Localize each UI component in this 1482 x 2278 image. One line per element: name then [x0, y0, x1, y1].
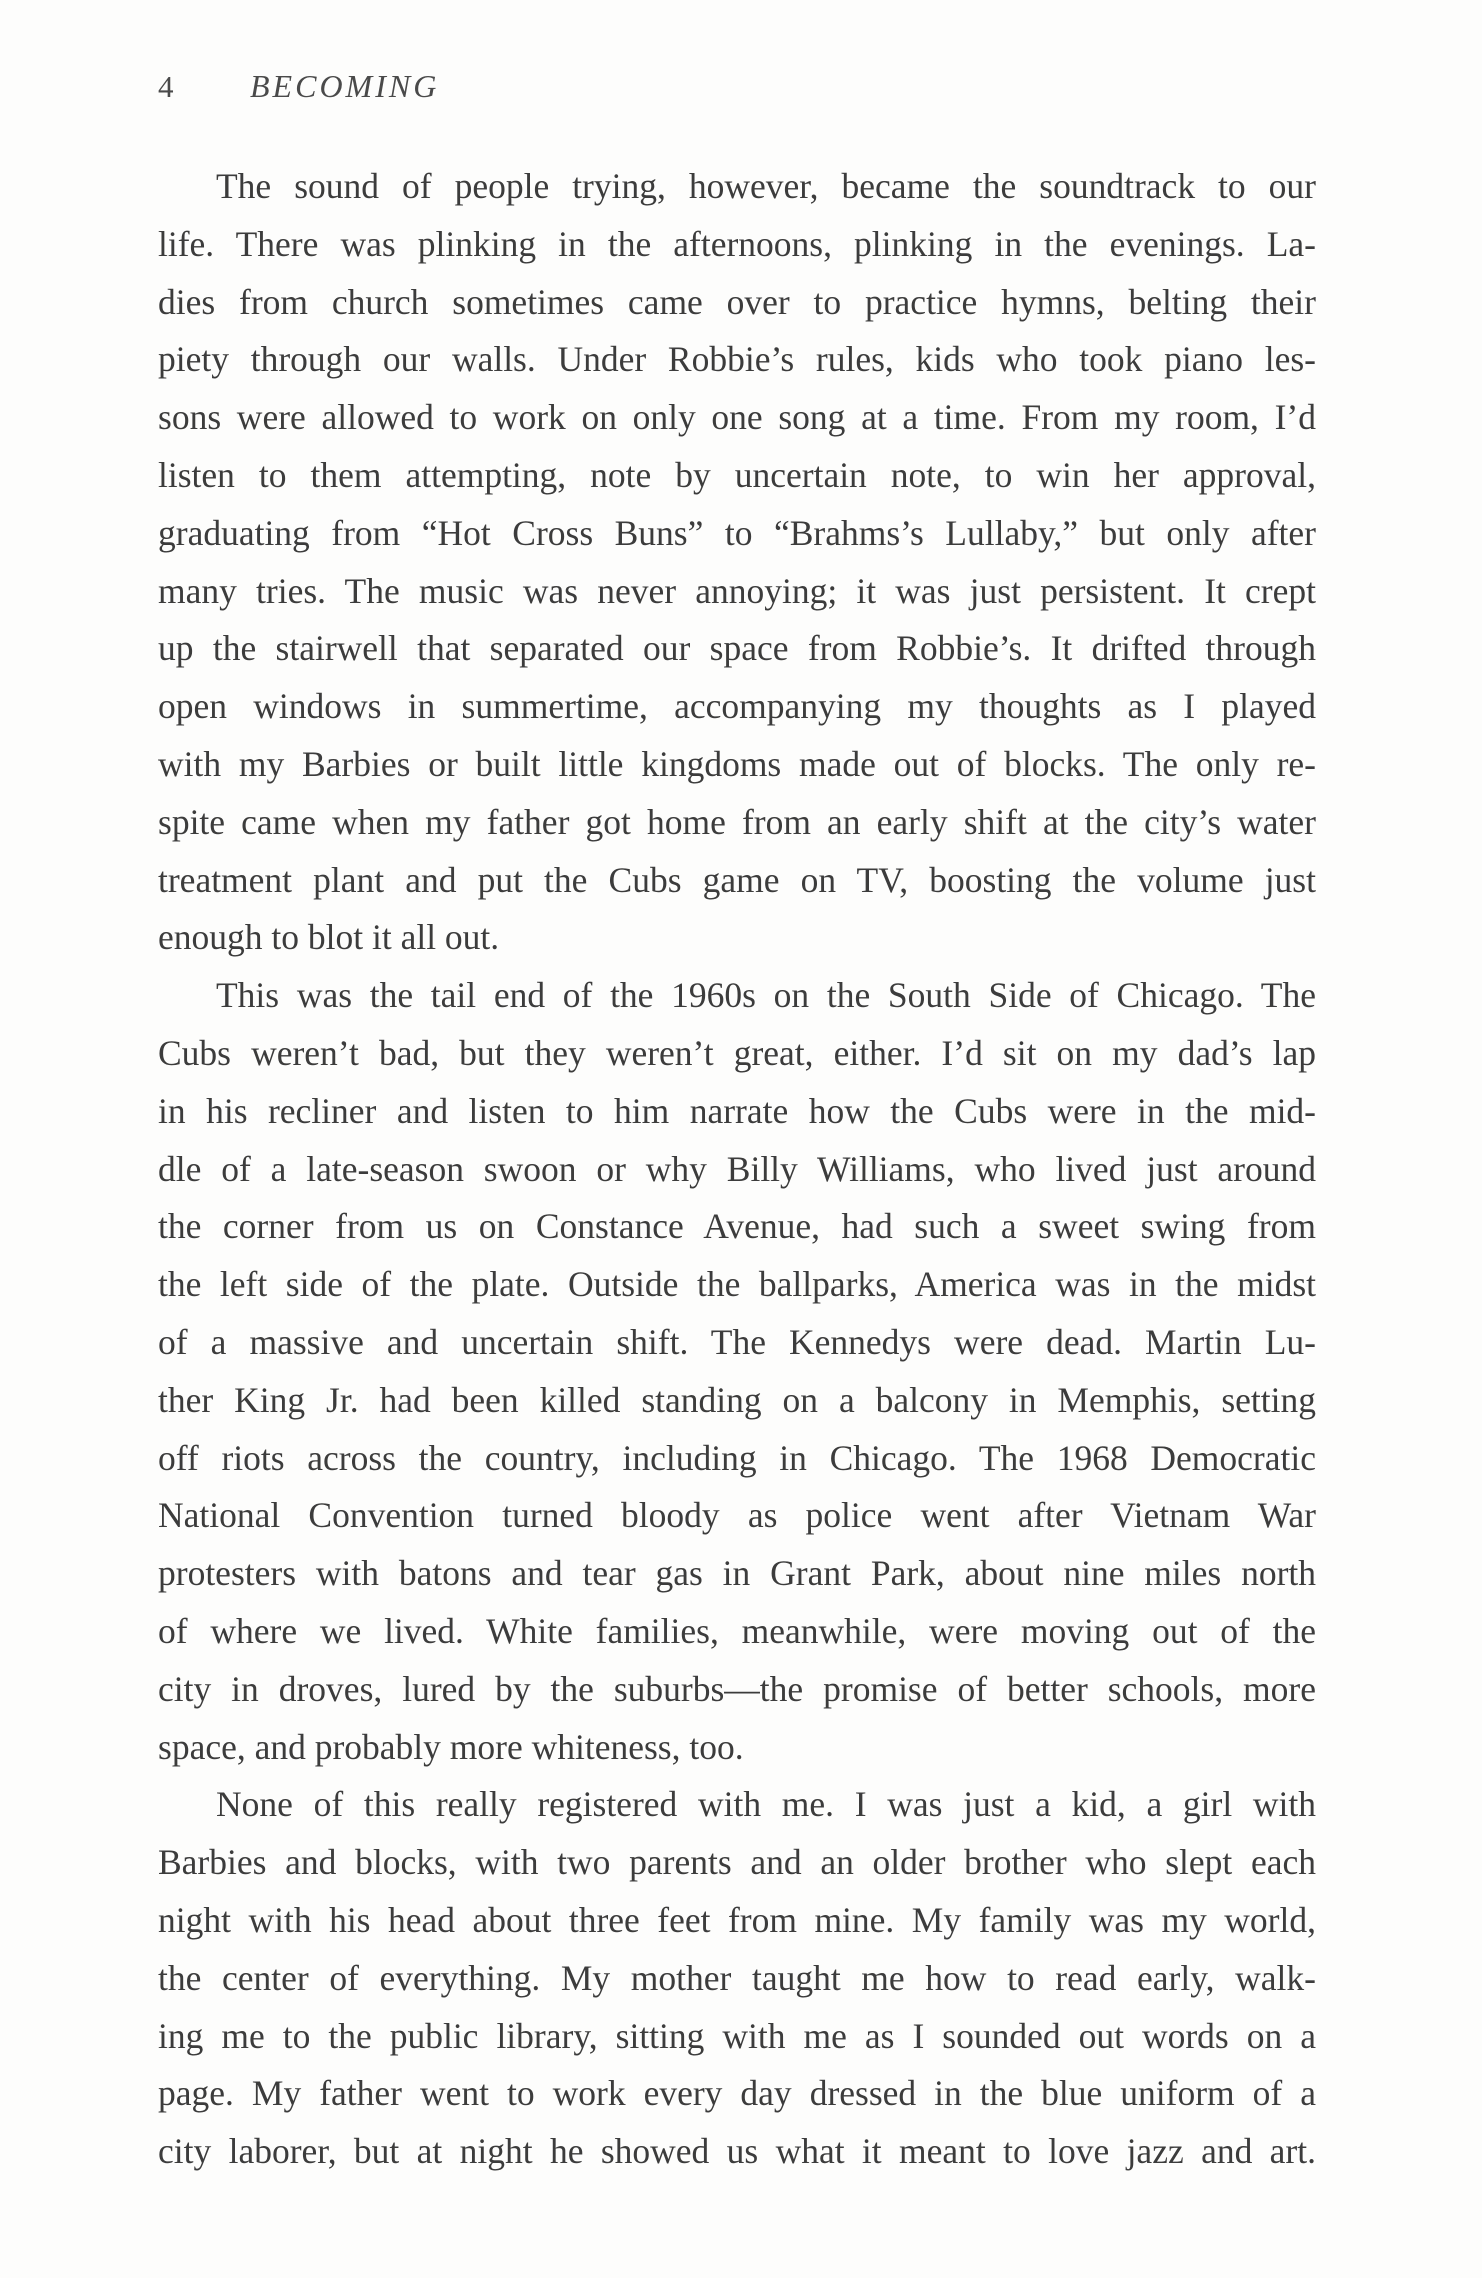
text-line: spite came when my father got home from an early shift at the city’s water	[158, 801, 1316, 842]
text-line: sons were allowed to work on only one song at a time. From my room, I’d	[158, 397, 1316, 438]
text-line: city laborer, but at night he showed us what it meant to love jazz and art.	[158, 2131, 1316, 2172]
text-line: many tries. The music was never annoying; it was just persistent. It crept	[158, 570, 1316, 611]
text-line: page. My father went to work every day dressed in the blue uniform of a	[158, 2073, 1316, 2114]
text-line: piety through our walls. Under Robbie’s rules, kids who took piano les-	[158, 339, 1316, 380]
text-line: life. There was plinking in the afternoons, plinking in the evenings. La-	[158, 223, 1316, 264]
text-line: dies from church sometimes came over to practice hymns, belting their	[158, 281, 1316, 322]
text-line: city in droves, lured by the suburbs—the promise of better schools, more	[158, 1668, 1316, 1709]
book-title: BECOMING	[250, 68, 440, 104]
text-line: of where we lived. White families, meanwhile, were moving out of the	[158, 1610, 1316, 1651]
text-line: None of this really registered with me. I was just a kid, a girl with	[216, 1784, 1316, 1825]
text-line: the left side of the plate. Outside the ballparks, America was in the midst	[158, 1264, 1316, 1305]
text-line: off riots across the country, including in Chicago. The 1968 Democratic	[158, 1437, 1316, 1478]
text-line: open windows in summertime, accompanying my thoughts as I played	[158, 686, 1316, 727]
paragraph-2	[158, 967, 1316, 1776]
running-head	[158, 68, 439, 112]
text-line: listen to them attempting, note by uncertain note, to win her approval,	[158, 454, 1316, 495]
text-line: protesters with batons and tear gas in Grant Park, about nine miles north	[158, 1553, 1316, 1594]
text-line: This was the tail end of the 1960s on the South Side of Chicago. The	[216, 975, 1316, 1016]
text-line: graduating from “Hot Cross Buns” to “Brahms’s Lullaby,” but only after	[158, 512, 1316, 553]
text-line: ther King Jr. had been killed standing on a balcony in Memphis, setting	[158, 1379, 1316, 1420]
text-line: of a massive and uncertain shift. The Kennedys were dead. Martin Lu-	[158, 1321, 1316, 1362]
text-line: with my Barbies or built little kingdoms made out of blocks. The only re-	[158, 743, 1316, 784]
text-line: up the stairwell that separated our space from Robbie’s. It drifted through	[158, 628, 1316, 669]
text-line: Barbies and blocks, with two parents and an older brother who slept each	[158, 1842, 1316, 1883]
text-line: The sound of people trying, however, became the soundtrack to our	[216, 166, 1316, 206]
page-number: 4	[158, 69, 174, 104]
text-line: enough to blot it all out.	[158, 917, 500, 958]
text-line: in his recliner and listen to him narrate how the Cubs were in the mid-	[158, 1090, 1316, 1131]
text-line: the corner from us on Constance Avenue, had such a sweet swing from	[158, 1206, 1316, 1247]
text-line: ing me to the public library, sitting with me as I sounded out words on a	[158, 2015, 1316, 2056]
text-line: space, and probably more whiteness, too.	[158, 1726, 744, 1767]
text-line: dle of a late-season swoon or why Billy Williams, who lived just around	[158, 1148, 1316, 1189]
text-line: the center of everything. My mother taught me how to read early, walk-	[158, 1957, 1316, 1998]
text-line: treatment plant and put the Cubs game on TV, boosting the volume just	[158, 859, 1316, 900]
paragraph-1	[158, 158, 1316, 967]
text-line: Cubs weren’t bad, but they weren’t great, either. I’d sit on my dad’s lap	[158, 1032, 1316, 1073]
text-line: National Convention turned bloody as police went after Vietnam War	[158, 1495, 1316, 1536]
paragraph-3	[158, 1776, 1316, 2181]
text-line: night with his head about three feet from mine. My family was my world,	[158, 1899, 1316, 1940]
body-text	[158, 158, 1316, 2181]
